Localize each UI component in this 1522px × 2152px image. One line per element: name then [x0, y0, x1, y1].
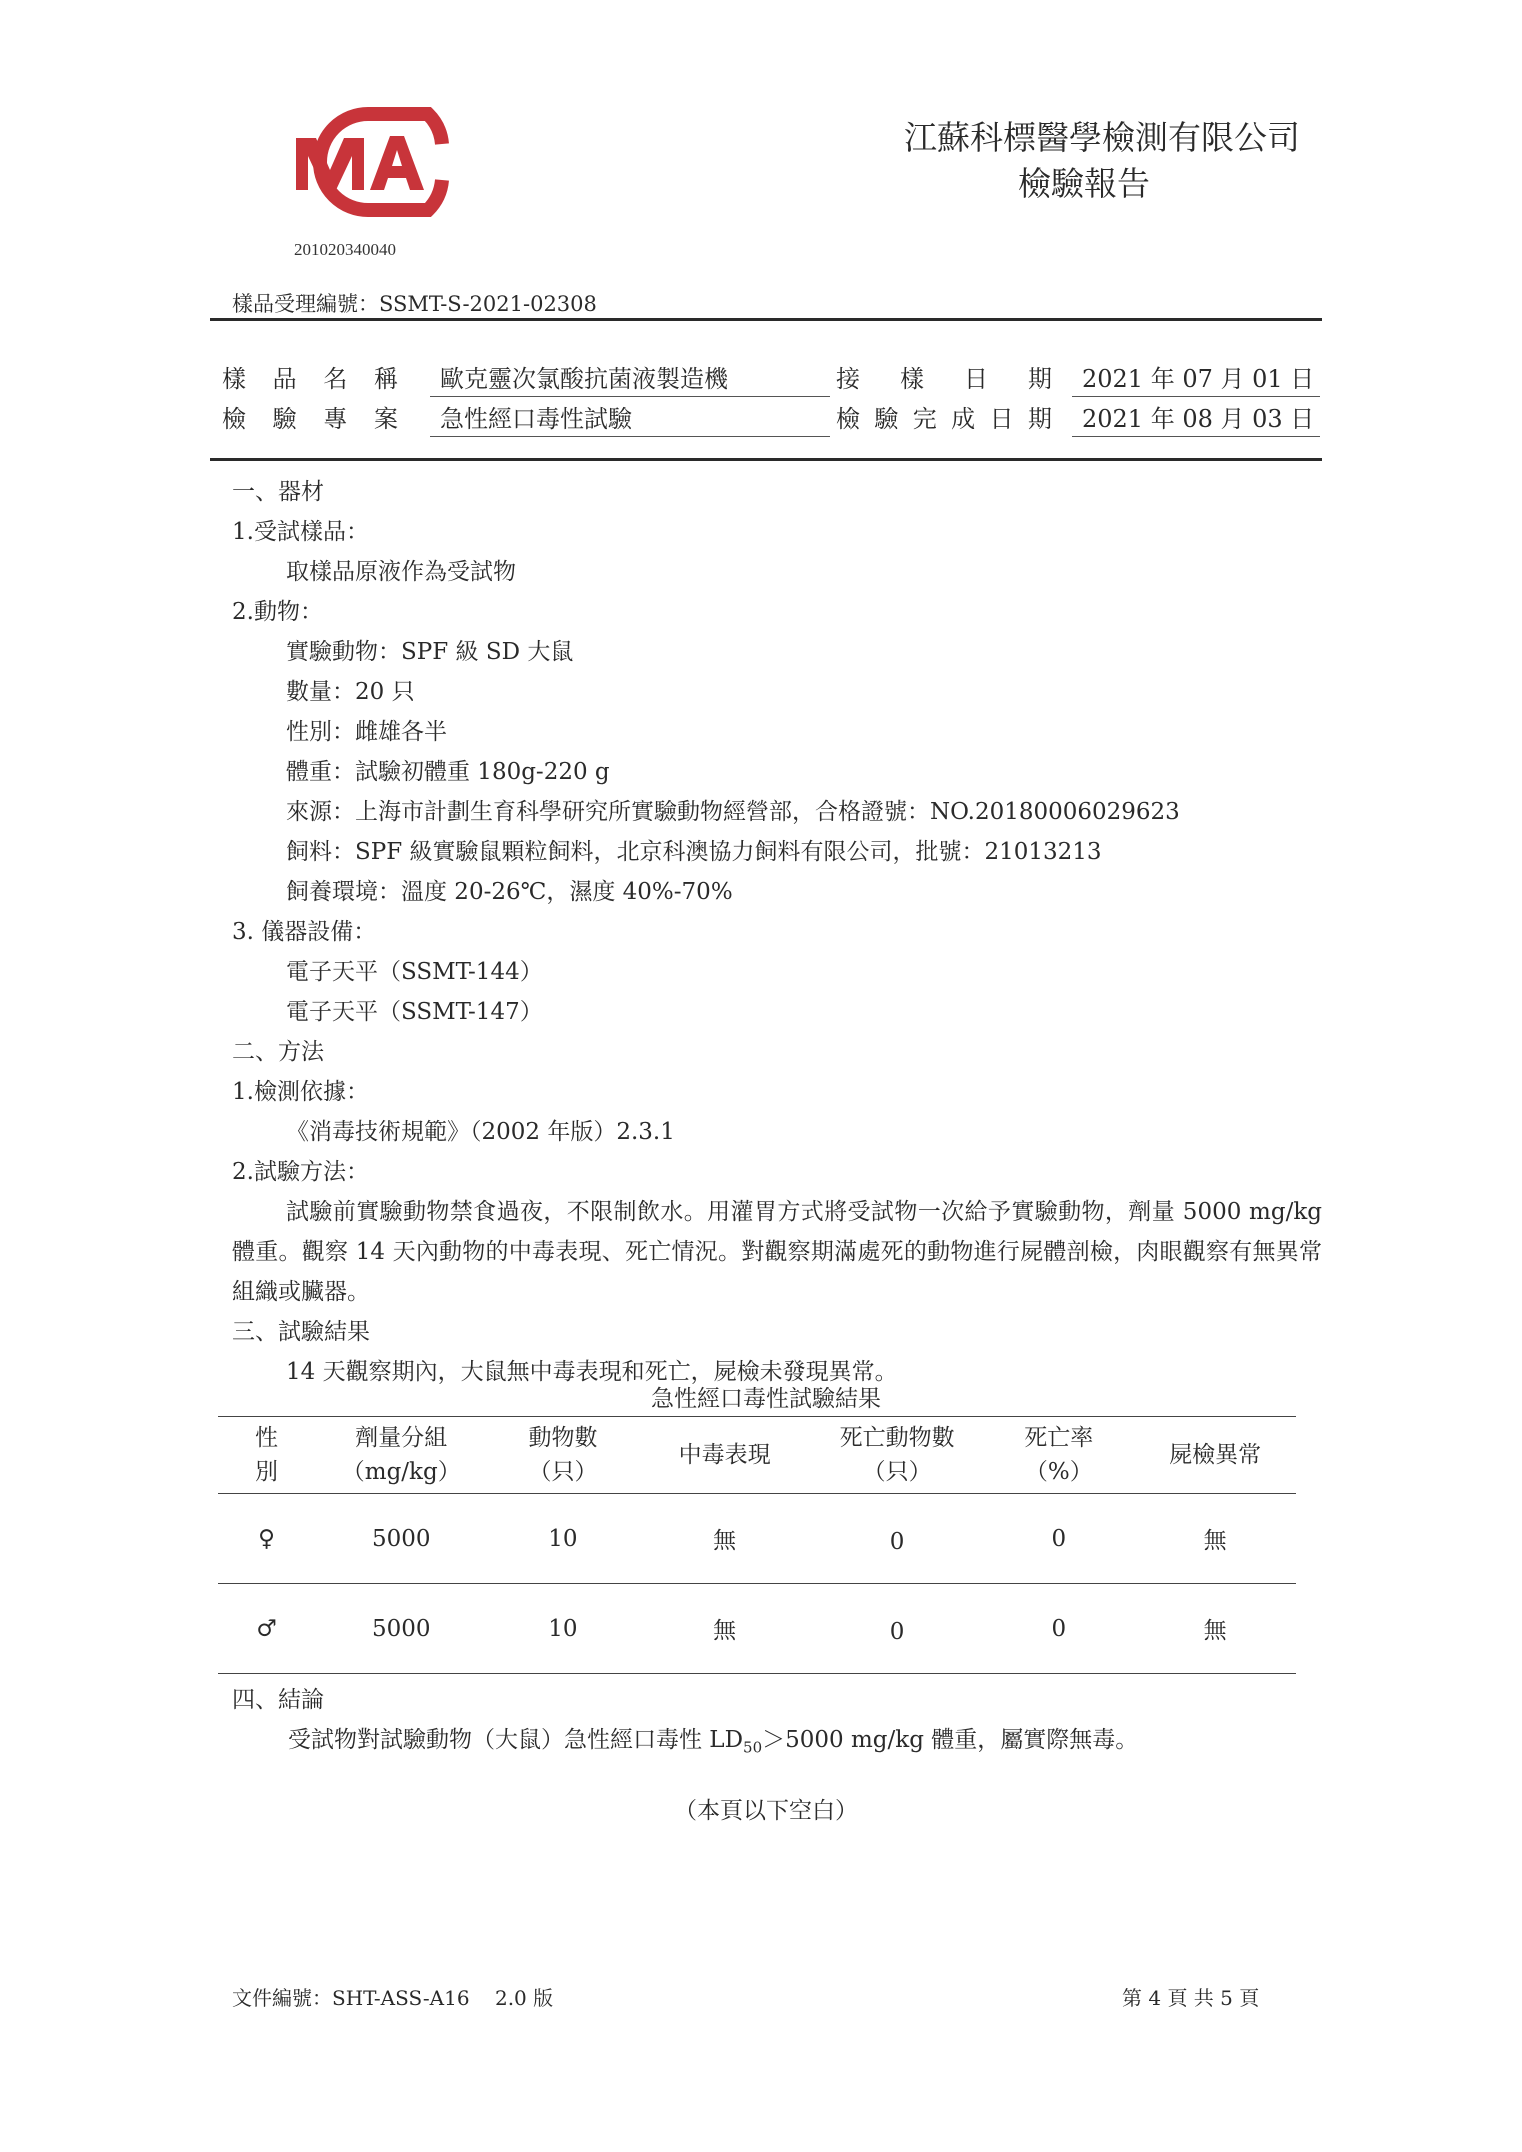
- conclusion-subscript: 50: [743, 1738, 763, 1757]
- section-equipment-title: 一、器材: [232, 479, 324, 505]
- results-table: [218, 1416, 1296, 1674]
- conclusion-text: [232, 1720, 1138, 1768]
- animal-type: 實驗動物：SPF 級 SD 大鼠: [286, 639, 574, 665]
- info-rule: [210, 458, 1322, 461]
- header-rule: [210, 318, 1322, 321]
- table-caption: 急性經口毒性試驗結果: [651, 1386, 881, 1412]
- col-animal-count: 動物數 （只）: [487, 1417, 638, 1494]
- table-row: [218, 1584, 1296, 1674]
- test-item-value: 急性經口毒性試驗: [430, 402, 830, 437]
- animal-source: 來源：上海市計劃生育科學研究所實驗動物經營部，合格證號：NO.20180006029623: [286, 799, 1180, 825]
- col-death-count: 死亡動物數 （只）: [811, 1417, 983, 1494]
- animal-environment: 飼養環境：溫度 20-26℃，濕度 40%-70%: [286, 879, 733, 905]
- test-item-label: 檢 驗 專 案: [222, 405, 398, 433]
- conclusion-text-part1: 受試物對試驗動物（大鼠）急性經口毒性 LD: [288, 1727, 744, 1753]
- instrument-subtitle: 3. 儀器設備：: [232, 919, 377, 945]
- basis-text: 《消毒技術規範》（2002 年版）2.3.1: [286, 1119, 675, 1145]
- col-autopsy: 屍檢異常: [1134, 1417, 1296, 1494]
- result-text: 14 天觀察期內，大鼠無中毒表現和死亡，屍檢未發現異常。: [286, 1359, 898, 1385]
- sample-name-label: 樣 品 名 稱: [222, 365, 398, 393]
- cell-dose: 5000: [315, 1494, 487, 1584]
- col-death-rate: 死亡率 （%）: [983, 1417, 1134, 1494]
- footer-page-number: 第 4 頁 共 5 頁: [1122, 1986, 1260, 2010]
- table-row: [218, 1494, 1296, 1584]
- finish-date-value: 2021 年 08 月 03 日: [1072, 402, 1320, 437]
- cert-number: 201020340040: [294, 240, 396, 259]
- sample-subtitle: 1.受試樣品：: [232, 519, 369, 545]
- cell-sex: ♀: [218, 1494, 315, 1584]
- conclusion-block: [232, 1680, 1138, 1768]
- cell-death-rate: 0: [983, 1584, 1134, 1674]
- sample-name-value: 歐克靈次氯酸抗菌液製造機: [430, 362, 830, 397]
- cell-sex: ♂: [218, 1584, 315, 1674]
- method-subtitle: 2.試驗方法：: [232, 1159, 369, 1185]
- animal-weight: 體重：試驗初體重 180g-220 g: [286, 759, 610, 785]
- cell-animal-count: 10: [487, 1584, 638, 1674]
- report-body: [232, 472, 1322, 1392]
- cell-animal-count: 10: [487, 1494, 638, 1584]
- footer-doc-number: 文件編號：SHT-ASS-A16 2.0 版: [232, 1986, 554, 2010]
- cell-toxic-signs: 無: [638, 1584, 810, 1674]
- section-result-title: 三、試驗結果: [232, 1319, 370, 1345]
- cell-autopsy: 無: [1134, 1584, 1296, 1674]
- animal-subtitle: 2.動物：: [232, 599, 323, 625]
- animal-sex: 性別：雌雄各半: [286, 719, 447, 745]
- animal-feed: 飼料：SPF 級實驗鼠顆粒飼料，北京科澳協力飼料有限公司，批號：21013213: [286, 839, 1102, 865]
- blank-note: （本頁以下空白）: [674, 1798, 858, 1824]
- receive-date-value: 2021 年 07 月 01 日: [1072, 362, 1320, 397]
- cell-death-count: 0: [811, 1584, 983, 1674]
- conclusion-title: 四、結論: [232, 1687, 324, 1713]
- sample-number: 樣品受理編號：SSMT-S-2021-02308: [232, 292, 597, 316]
- company-name: 江蘇科標醫學檢測有限公司: [904, 118, 1300, 157]
- method-paragraph: 試驗前實驗動物禁食過夜，不限制飲水。用灌胃方式將受試物一次給予實驗動物，劑量 5000 mg/kg 體重。觀察 14 天內動物的中毒表現、死亡情況。對觀察期滿處死的動物進行屍體剖檢，肉眼觀察有無異常組織或臟器。: [232, 1199, 1322, 1305]
- cell-death-rate: 0: [983, 1494, 1134, 1584]
- cell-dose: 5000: [315, 1584, 487, 1674]
- conclusion-text-part2: ＞5000 mg/kg 體重，屬實際無毒。: [762, 1727, 1139, 1753]
- sample-desc: 取樣品原液作為受試物: [286, 559, 516, 585]
- col-sex: 性 別: [218, 1417, 315, 1494]
- instrument-1: 電子天平（SSMT-144）: [286, 959, 543, 985]
- col-toxic-signs: 中毒表現: [638, 1417, 810, 1494]
- col-dose: 劑量分組 （mg/kg）: [315, 1417, 487, 1494]
- cell-autopsy: 無: [1134, 1494, 1296, 1584]
- animal-count: 數量：20 只: [286, 679, 415, 705]
- report-title: 檢驗報告: [1018, 164, 1150, 203]
- table-header-row: [218, 1417, 1296, 1494]
- cell-death-count: 0: [811, 1494, 983, 1584]
- instrument-2: 電子天平（SSMT-147）: [286, 999, 543, 1025]
- section-method-title: 二、方法: [232, 1039, 324, 1065]
- finish-date-label: 檢 驗 完 成 日 期: [836, 405, 1052, 433]
- basis-subtitle: 1.檢測依據：: [232, 1079, 369, 1105]
- receive-date-label: 接 樣 日 期: [836, 365, 1052, 393]
- cell-toxic-signs: 無: [638, 1494, 810, 1584]
